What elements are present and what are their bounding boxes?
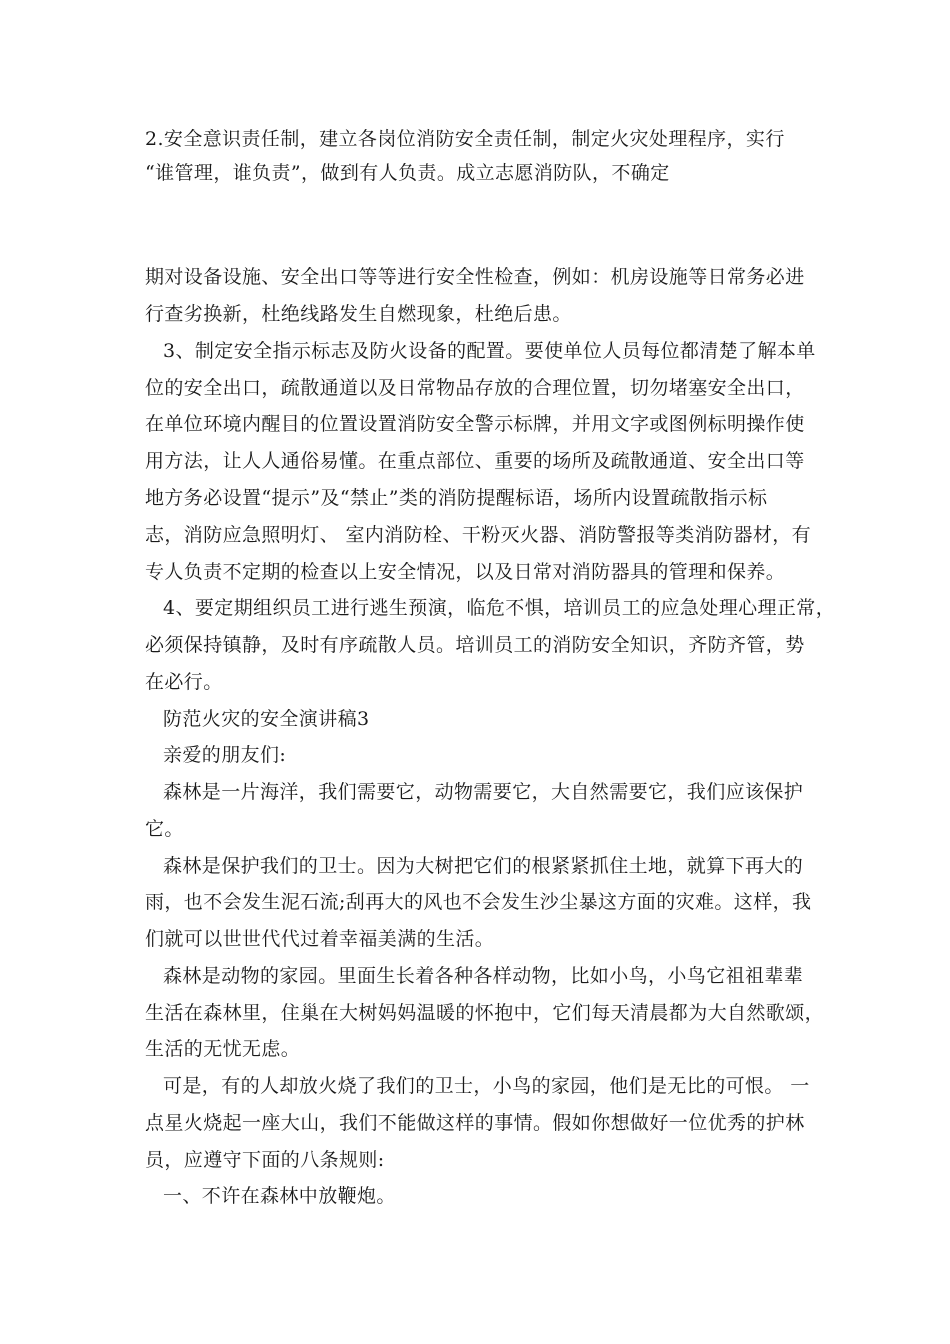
text-line: “谁管理，谁负责”，做到有人负责。成立志愿消防队，不确定 [145, 162, 670, 184]
text-line: 用方法，让人人通俗易懂。在重点部位、重要的场所及疏散通道、安全出口等 [145, 450, 805, 472]
text-line: 3、制定安全指示标志及防火设备的配置。要使单位人员每位都清楚了解本单 [163, 340, 816, 362]
text-line: 森林是动物的家园。里面生长着各种各样动物，比如小鸟，小鸟它祖祖辈辈 [163, 965, 804, 987]
text-line: 4、要定期组织员工进行逃生预演，临危不惧，培训员工的应急处理心理正常， [163, 597, 836, 619]
text-line: 点星火烧起一座大山，我们不能做这样的事情。假如你想做好一位优秀的护林 [145, 1112, 805, 1134]
text-line: 行查劣换新，杜绝线路发生自燃现象，杜绝后患。 [145, 303, 572, 325]
text-line: 森林是保护我们的卫士。因为大树把它们的根紧紧抓住土地，就算下再大的 [163, 855, 804, 877]
text-line: 生活的无忧无虑。 [145, 1038, 301, 1060]
text-line: 森林是一片海洋，我们需要它，动物需要它，大自然需要它，我们应该保护 [163, 781, 804, 803]
text-line: 期对设备设施、安全出口等等进行安全性检查，例如：机房设施等日常务必进 [145, 266, 805, 288]
text-line: 地方务必设置“提示”及“禁止”类的消防提醒标语，场所内设置疏散指示标 [145, 487, 768, 509]
text-line: 雨，也不会发生泥石流;刮再大的风也不会发生沙尘暴这方面的灾难。这样，我 [145, 891, 812, 913]
section-heading: 防范火灾的安全演讲稿3 [163, 708, 370, 730]
text-line: 生活在森林里，住巢在大树妈妈温暖的怀抱中，它们每天清晨都为大自然歌颂， [145, 1002, 825, 1024]
text-line: 可是，有的人却放火烧了我们的卫士，小鸟的家园，他们是无比的可恨。 一 [163, 1075, 810, 1097]
text-line: 它。 [145, 818, 184, 840]
text-line: 志，消防应急照明灯、 室内消防栓、干粉灭火器、消防警报等类消防器材，有 [145, 524, 812, 546]
text-line: 位的安全出口，疏散通道以及日常物品存放的合理位置，切勿堵塞安全出口， [145, 377, 805, 399]
text-line: 们就可以世世代代过着幸福美满的生活。 [145, 928, 495, 950]
text-line: 一、不许在森林中放鞭炮。 [163, 1185, 396, 1207]
text-line: 必须保持镇静，及时有序疏散人员。培训员工的消防安全知识，齐防齐管，势 [145, 634, 805, 656]
salutation: 亲爱的朋友们: [163, 744, 287, 766]
text-line: 在单位环境内醒目的位置设置消防安全警示标牌，并用文字或图例标明操作使 [145, 413, 805, 435]
text-line: 2.安全意识责任制，建立各岗位消防安全责任制，制定火灾处理程序，实行 [145, 128, 785, 150]
text-line: 在必行。 [145, 671, 223, 693]
text-line: 员，应遵守下面的八条规则: [145, 1149, 385, 1171]
text-line: 专人负责不定期的检查以上安全情况，以及日常对消防器具的管理和保养。 [145, 561, 786, 583]
